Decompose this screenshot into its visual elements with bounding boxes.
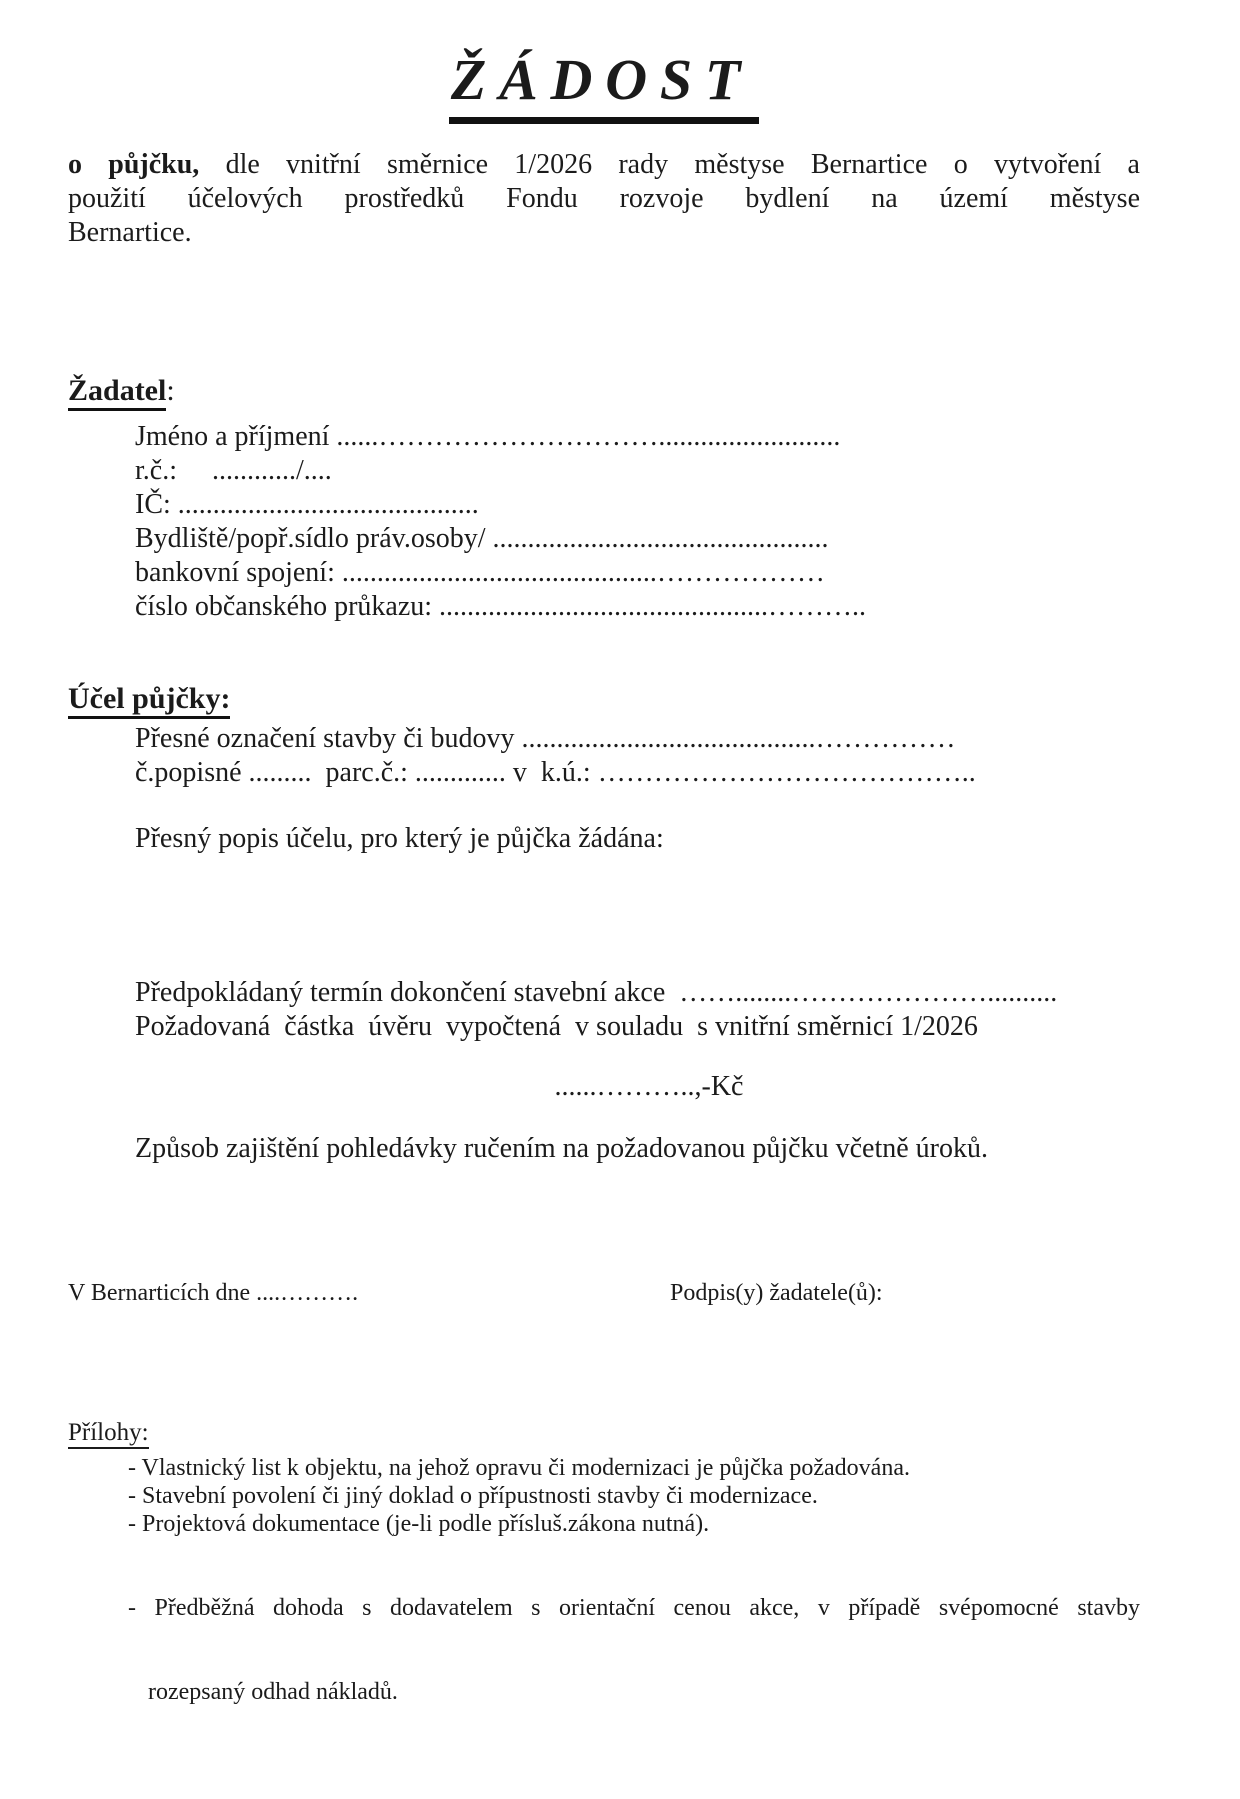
intro-line-2: použití účelových prostředků Fondu rozvoje bydlení na území městyse [68,183,1140,214]
purpose-description-label: Přesný popis účelu, pro který je půjčka žádána: [135,823,664,854]
intro-paragraph [68,148,1140,250]
field-name-surname: Jméno a příjmení ......………………………….......................... [135,421,841,452]
field-guarantee: Způsob zajištění pohledávky ručením na požadovanou půjčku včetně úroků. [135,1133,988,1164]
attachments-heading-text: Přílohy: [68,1419,149,1449]
field-amount-kc: ......………..,-Kč [554,1071,744,1102]
intro-line-1-rest: dle vnitřní směrnice 1/2026 rady městyse Bernartice o vytvoření a [199,149,1140,180]
attachments-heading [68,1418,1140,1448]
field-id-card-number: číslo občanského průkazu: ...............................................……….. [135,591,867,622]
signature-label: Podpis(y) žadatele(ů): [670,1280,883,1306]
title-row [68,46,1140,124]
field-requested-amount: Požadovaná částka úvěru vypočtená v souladu s vnitřní směrnicí 1/2026 [135,1011,978,1042]
attachment-item-4-line-1: - Předběžná dohoda s dodavatelem s orientační cenou akce, v případě svépomocné stavby [128,1595,1140,1621]
attachment-item-project-docs: - Projektová dokumentace (je-li podle přísluš.zákona nutná). [128,1511,710,1537]
applicant-fields [135,420,1140,624]
applicant-heading-colon: : [166,374,175,407]
field-ic: IČ: ........................................... [135,489,479,520]
purpose-heading-text: Účel půjčky: [68,682,230,719]
intro-line-1 [68,148,1140,182]
attachment-item-ownership: - Vlastnický list k objektu, na jehož opravu či modernizaci je půjčka požadována. [128,1455,910,1481]
attachment-item-4-line-2: rozepsaný odhad nákladů. [148,1679,398,1705]
field-building-designation: Přesné označení stavby či budovy ..........................................…………… [135,723,956,754]
signature-row [68,1278,1140,1310]
applicant-heading-text: Žadatel [68,374,166,411]
document-page [0,46,1240,1799]
field-completion-deadline: Předpokládaný termín dokončení stavební akce ……........………………….......... [135,977,1058,1008]
applicant-section-heading [68,372,1140,410]
page-title: ŽÁDOST [449,46,759,124]
field-house-parcel-cadastre: č.popisné ......... parc.č.: ............. v k.ú.: ………………………………….. [135,757,976,788]
attachments-section [68,1418,1140,1762]
field-birth-number: r.č.: ............/.... [135,455,332,486]
attachment-item-preliminary-agreement [128,1538,1140,1762]
intro-bold-lead: o půjčku, [68,149,200,180]
attachments-list [128,1454,1140,1762]
field-address: Bydliště/popř.sídlo práv.osoby/ ................................................ [135,523,829,554]
purpose-section-heading [68,680,1140,718]
intro-line-3: Bernartice. [68,217,192,248]
attachment-item-permit: - Stavební povolení či jiný doklad o přípustnosti stavby či modernizace. [128,1483,818,1509]
field-bank-connection: bankovní spojení: .............................................……………… [135,557,825,588]
purpose-fields [135,722,1140,790]
place-date-line: V Bernarticích dne ....………. [68,1280,359,1306]
